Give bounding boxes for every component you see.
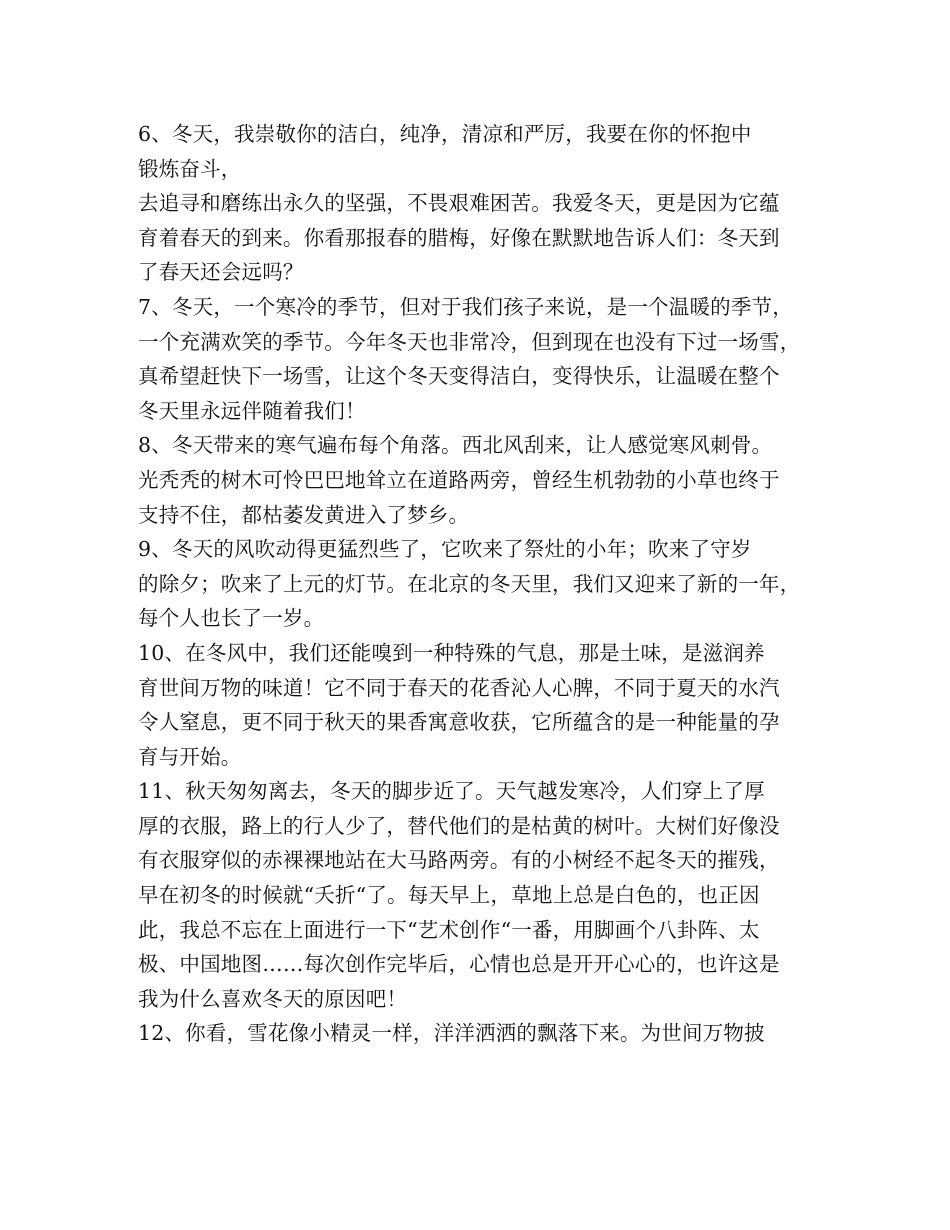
text-line: 此，我总不忘在上面进行一下“艺术创作“一番，用脚画个八卦阵、太 (138, 917, 760, 942)
text-line: 一个充满欢笑的季节。今年冬天也非常冷，但到现在也没有下过一场雪， (138, 329, 801, 354)
text-line: 令人窒息，更不同于秋天的果香寓意收获，它所蕴含的是一种能量的孕 (138, 710, 780, 735)
text-line: 厚的衣服，路上的行人少了，替代他们的是枯黄的树叶。大树们好像没 (138, 813, 780, 838)
text-line: 8、冬天带来的寒气遍布每个角落。西北风刮来，让人感觉寒风刺骨。 (138, 433, 773, 458)
text-line: 有衣服穿似的赤裸裸地站在大马路两旁。有的小树经不起冬天的摧残， (138, 848, 780, 873)
text-line: 育世间万物的味道！它不同于春天的花香沁人心脾，不同于夏天的水汽 (138, 675, 780, 700)
text-line: 早在初冬的时候就“夭折“了。每天早上，草地上总是白色的，也正因 (138, 883, 760, 908)
text-line: 极、中国地图……每次创作完毕后，心情也总是开开心心的，也许这是 (138, 952, 780, 977)
text-line: 的除夕；吹来了上元的灯节。在北京的冬天里，我们又迎来了新的一年， (138, 571, 801, 596)
text-line: 6、冬天，我崇敬你的洁白，纯净，清凉和严厉，我要在你的怀抱中 (138, 122, 752, 146)
text-line: 光秃秃的树木可怜巴巴地耸立在道路两旁，曾经生机勃勃的小草也终于 (138, 467, 780, 492)
text-line: 冬天里永远伴随着我们！ (138, 398, 366, 423)
text-line: 11、秋天匆匆离去，冬天的脚步近了。天气越发寒冷，人们穿上了厚 (138, 779, 765, 804)
text-line: 真希望赶快下一场雪，让这个冬天变得洁白，变得快乐，让温暖在整个 (138, 364, 780, 389)
text-line: 了春天还会远吗？ (138, 260, 304, 285)
text-line: 锻炼奋斗， (138, 156, 242, 181)
text-line: 12、你看，雪花像小精灵一样，洋洋洒洒的飘落下来。为世间万物披 (138, 1021, 765, 1046)
text-line: 育着春天的到来。你看那报春的腊梅，好像在默默地告诉人们：冬天到 (138, 225, 780, 250)
document-body (138, 117, 828, 1051)
text-line: 每个人也长了一岁。 (138, 606, 325, 631)
text-line: 7、冬天，一个寒冷的季节，但对于我们孩子来说，是一个温暖的季节， (138, 294, 793, 319)
text-line: 9、冬天的风吹动得更猛烈些了，它吹来了祭灶的小年；吹来了守岁 (138, 537, 752, 562)
text-line: 10、在冬风中，我们还能嗅到一种特殊的气息，那是土味，是滋润养 (138, 640, 765, 665)
text-line: 育与开始。 (138, 744, 242, 769)
text-line: 去追寻和磨练出永久的坚强，不畏艰难困苦。我爱冬天，更是因为它蕴 (138, 191, 780, 216)
text-line: 支持不住，都枯萎发黄进入了梦乡。 (138, 502, 470, 527)
text-line: 我为什么喜欢冬天的原因吧！ (138, 986, 408, 1011)
